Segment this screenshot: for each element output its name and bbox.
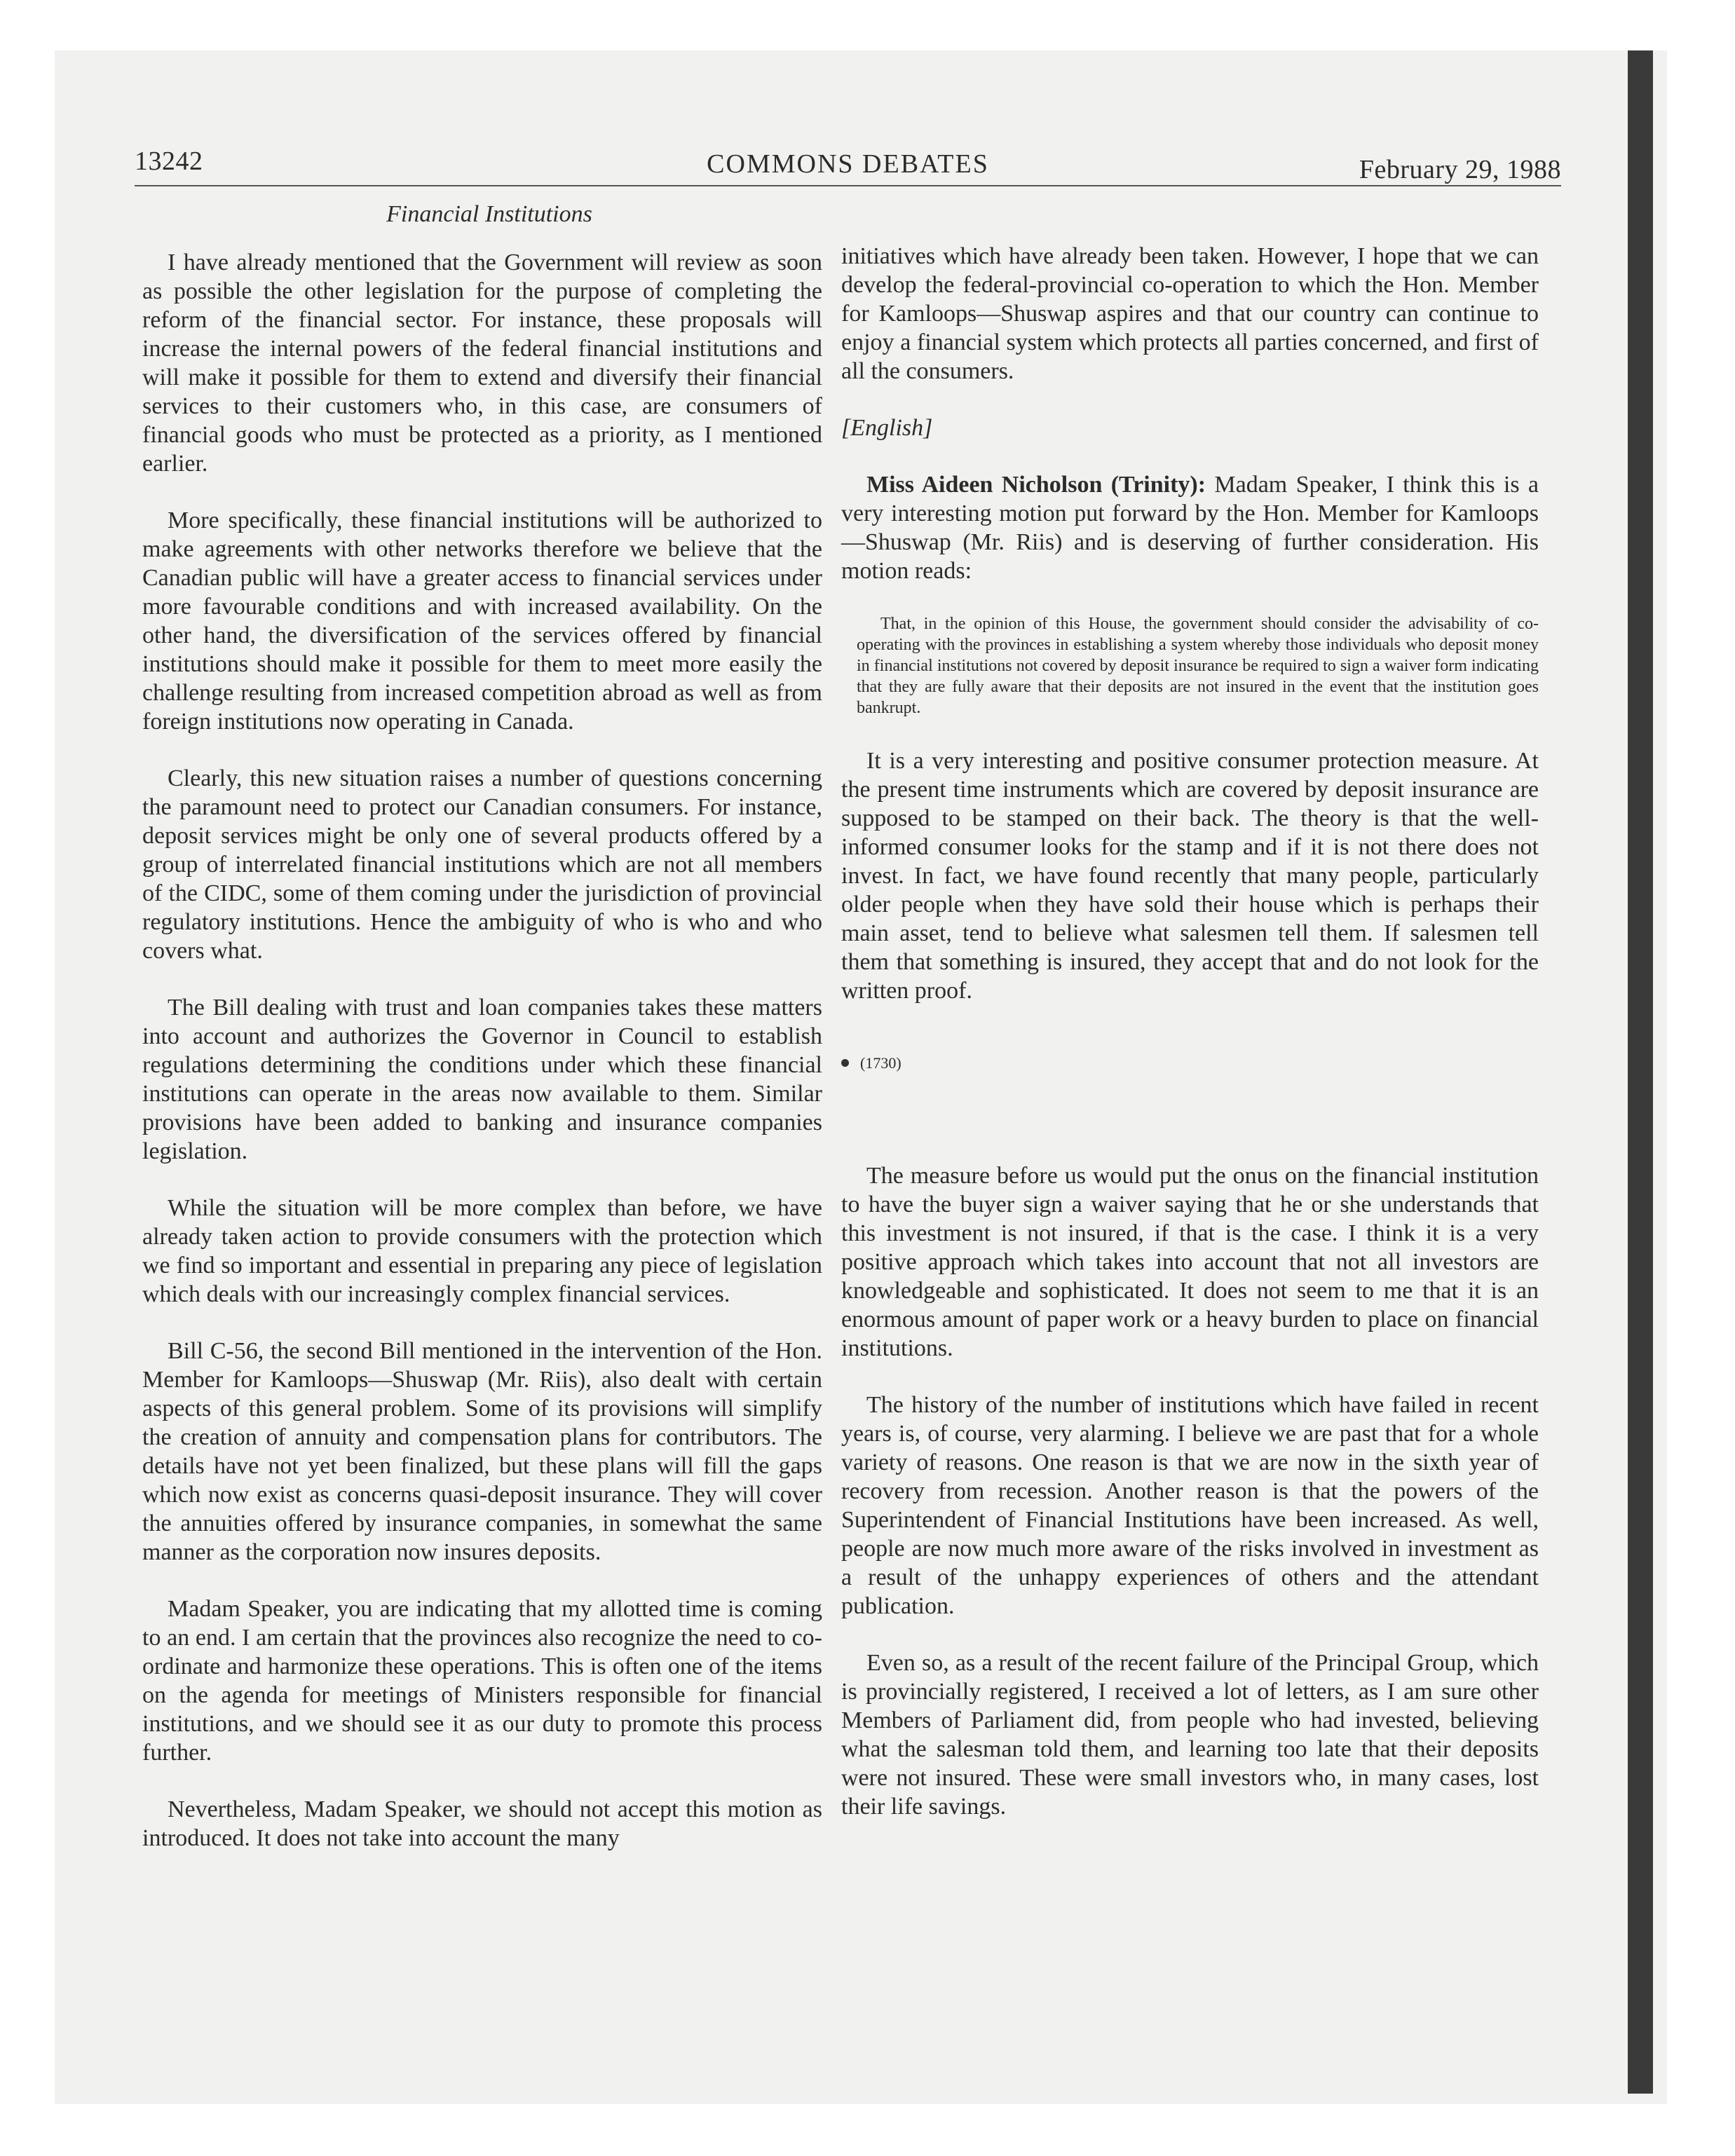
publication-date: February 29, 1988	[1359, 155, 1561, 184]
time-marker-text: (1730)	[860, 1054, 901, 1072]
paragraph: More specifically, these financial institutions will be authorized to make agreements with other networks therefore we believe that the Canadian public will have a greater access to financial services under more favourable conditions and with increased availability. On the other hand, the diversification of the services offered by financial institutions should make it possible for them to meet more easily the challenge resulting from increased competition abroad as well as from foreign institutions now operating in Canada.	[142, 507, 822, 735]
page-number: 13242	[135, 146, 203, 176]
section-title: Financial Institutions	[386, 201, 592, 227]
paragraph: Even so, as a result of the recent failure of the Principal Group, which is provincially registered, I received a lot of letters, as I am sure other Members of Parliament did, from people who had invested, believing what the salesman told them, and learning too late that their deposits were not insured. These were small investors who, in many cases, lost their life savings.	[841, 1650, 1539, 1820]
paragraph: It is a very interesting and positive consumer protection measure. At the present time instruments which are covered by deposit insurance are supposed to be stamped on their back. The theory is that the well-informed consumer looks for the stamp and if it is not there does not invest. In fact, we have found recently that many people, particularly older people when they have sold their house which is perhaps their main asset, tend to believe what salesmen tell them. If salesmen tell them that something is insured, they accept that and do not look for the written proof.	[841, 748, 1539, 1004]
speaker-paragraph	[841, 470, 1539, 585]
speaker-name: Miss Aideen Nicholson (Trinity):	[866, 472, 1206, 498]
paragraph: The Bill dealing with trust and loan companies takes these matters into account and authorizes the Governor in Council to establish regulations determining the conditions under which these financial institutions can operate in the areas now available to them. Similar provisions have been added to banking and insurance companies legislation.	[142, 995, 822, 1164]
paragraph: I have already mentioned that the Government will review as soon as possible the other legislation for the purpose of completing the reform of the financial sector. For instance, these proposals will increase the internal powers of the federal financial institutions and will make it possible for them to extend and diversify their financial services to their customers who, in this case, are consumers of financial goods who must be protected as a priority, as I mentioned earlier.	[142, 250, 822, 477]
paragraph: While the situation will be more complex than before, we have already taken action to provide consumers with the protection which we find so important and essential in preparing any piece of legislation which deals with our increasingly complex financial services.	[142, 1195, 822, 1307]
paragraph: The measure before us would put the onus on the financial institution to have the buyer sign a waiver saying that he or she understands that this investment is not insured, if that is the case. I think it is a very positive approach which takes into account that not all investors are knowledgeable and sophisticated. It does not seem to me that it is an enormous amount of paper work or a heavy burden to place on financial institutions.	[841, 1163, 1539, 1361]
motion-quote: That, in the opinion of this House, the government should consider the advisability of co-operating with the provinces in establishing a system whereby those individuals who deposit money in financial institutions not covered by deposit insurance be required to sign a waiver form indicating that they are fully aware that their deposits are not insured in the event that the institution goes bankrupt.	[857, 615, 1539, 717]
bullet-icon	[841, 1059, 849, 1067]
speaker-text: Madam Speaker, I think this is a very interesting motion put forward by the Hon. Member for Kamloops—Shuswap (Mr. Riis) and is deserving of further consideration. His motion reads:	[841, 472, 1539, 584]
paragraph: Bill C-56, the second Bill mentioned in the intervention of the Hon. Member for Kamloops—Shuswap (Mr. Riis), also dealt with certain aspects of this general problem. Some of its provisions will simplify the creation of annuity and compensation plans for contributors. The details have not yet been finalized, but these plans will fill the gaps which now exist as concerns quasi-deposit insurance. They will cover the annuities offered by insurance companies, in somewhat the same manner as the corporation now insures deposits.	[142, 1338, 822, 1565]
scan-edge-bar	[1628, 50, 1653, 2094]
left-column	[142, 200, 822, 1881]
language-tag: [English]	[841, 415, 933, 441]
publication-title: COMMONS DEBATES	[707, 149, 989, 179]
paragraph: The history of the number of institutions which have failed in recent years is, of course, very alarming. I believe we are past that for a whole variety of reasons. One reason is that we are now in the sixth year of recovery from recession. Another reason is that the powers of the Superintendent of Financial Institutions have been increased. As well, people are now much more aware of the risks involved in investment as a result of the unhappy experiences of others and the attendant publication.	[841, 1392, 1539, 1619]
paragraph: Nevertheless, Madam Speaker, we should not accept this motion as introduced. It does not take into account the many	[142, 1796, 822, 1851]
continued-paragraph: initiatives which have already been taken. However, I hope that we can develop the federal-provincial co-operation to which the Hon. Member for Kamloops—Shuswap aspires and that our country can continue to enjoy a financial system which protects all parties concerned, and first of all the consumers.	[841, 243, 1539, 384]
time-marker	[841, 1049, 1539, 1077]
page-header	[135, 139, 1561, 186]
paragraph: Clearly, this new situation raises a number of questions concerning the paramount need to protect our Canadian consumers. For instance, deposit services might be only one of several products offered by a group of interrelated financial institutions which are not all members of the CIDC, some of them coming under the jurisdiction of provincial regulatory institutions. Hence the ambiguity of who is who and who covers what.	[142, 765, 822, 964]
right-column	[841, 242, 1539, 1849]
paragraph: Madam Speaker, you are indicating that my allotted time is coming to an end. I am certain that the provinces also recognize the need to co-ordinate and harmonize these operations. This is often one of the items on the agenda for meetings of Ministers responsible for financial institutions, and we should see it as our duty to promote this process further.	[142, 1596, 822, 1766]
